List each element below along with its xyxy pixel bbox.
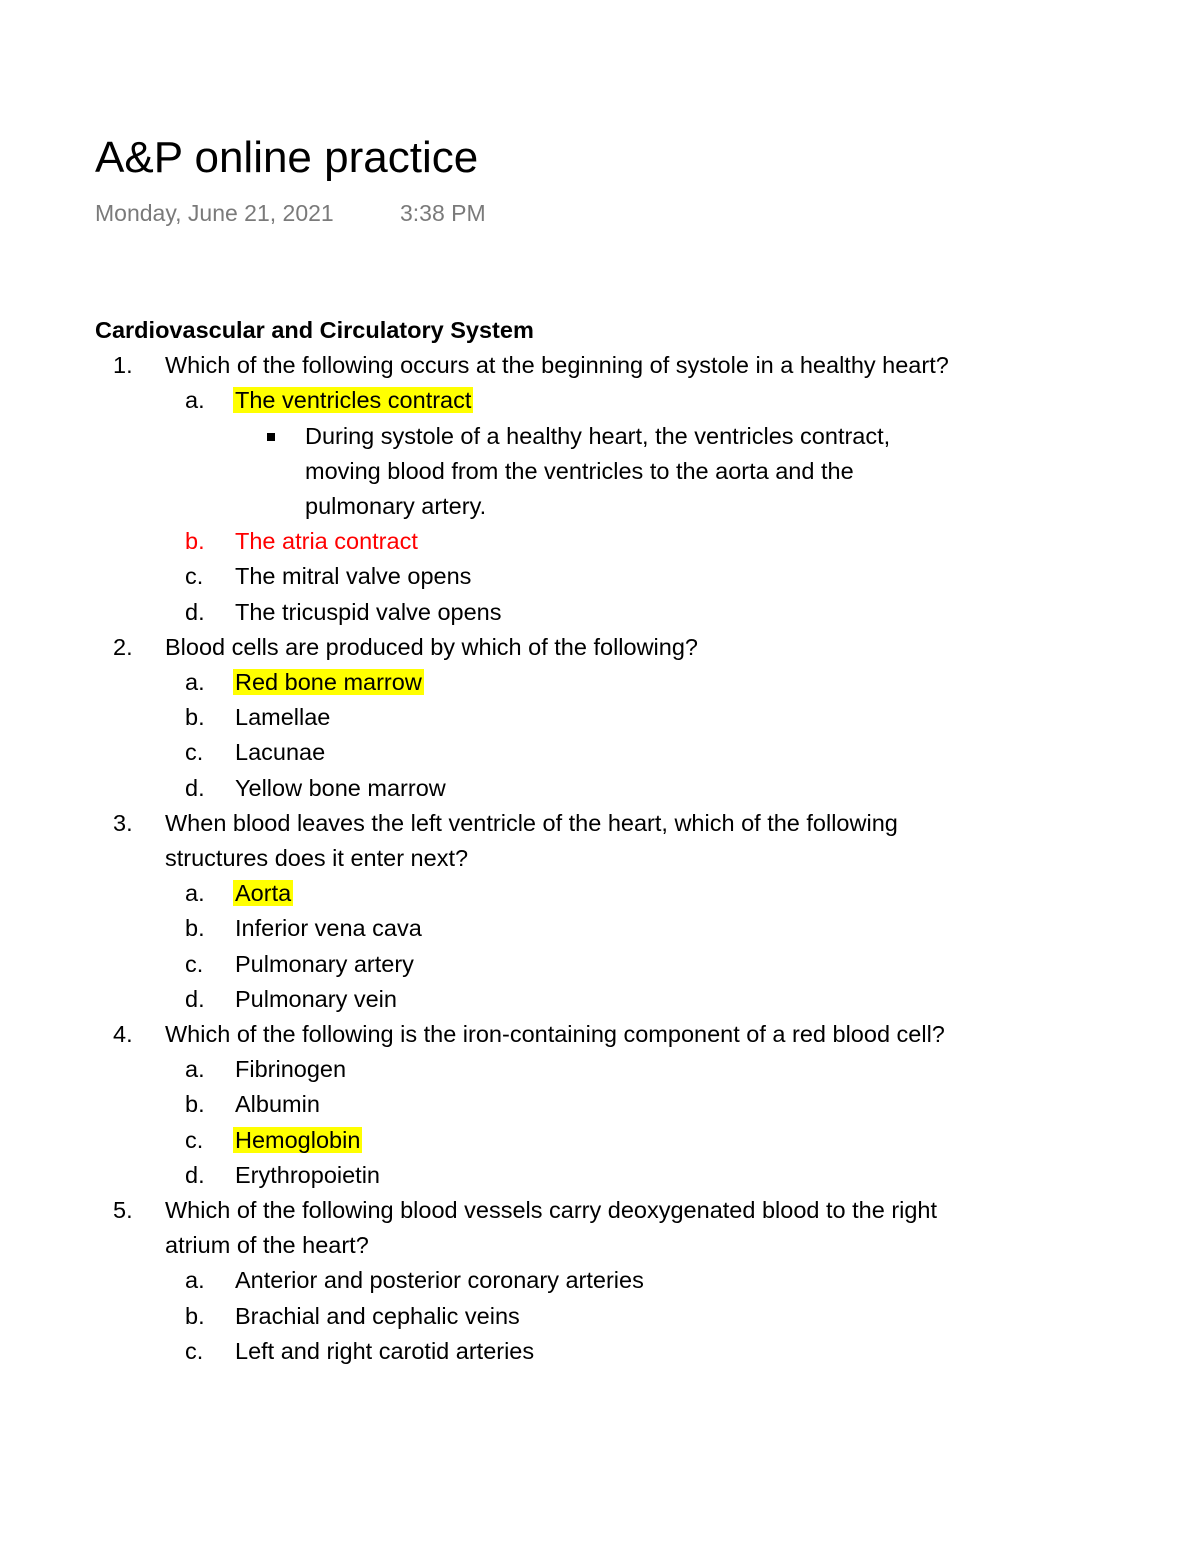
question-2 — [95, 630, 975, 806]
option-letter: a. — [185, 669, 205, 696]
option-a — [165, 665, 955, 700]
question-number: 1. — [113, 352, 133, 379]
option-b — [165, 1299, 955, 1334]
option-letter: a. — [185, 880, 205, 907]
option-letter: c. — [185, 739, 204, 766]
question-3 — [95, 806, 975, 1017]
option-b — [165, 1087, 955, 1122]
option-a — [165, 876, 955, 911]
option-letter: a. — [185, 1056, 205, 1083]
question-5 — [95, 1193, 975, 1369]
question-1 — [95, 348, 975, 630]
option-text: Left and right carotid arteries — [235, 1337, 535, 1364]
option-letter: b. — [185, 1302, 205, 1329]
option-d — [165, 982, 955, 1017]
option-text: Brachial and cephalic veins — [235, 1302, 520, 1329]
option-letter: d. — [185, 1161, 205, 1188]
option-letter: b. — [185, 528, 205, 555]
option-text: Pulmonary artery — [235, 950, 414, 977]
option-b — [165, 700, 955, 735]
option-letter: c. — [185, 950, 204, 977]
option-text: Lamellae — [235, 704, 331, 731]
option-text: Erythropoietin — [235, 1161, 380, 1188]
option-c — [165, 1334, 955, 1369]
option-c — [165, 947, 955, 982]
option-d — [165, 771, 955, 806]
correct-answer-highlight: Aorta — [235, 880, 292, 907]
option-letter: a. — [185, 1267, 205, 1294]
question-text: Which of the following blood vessels carry deoxygenated blood to the right atrium of the heart? — [165, 1197, 938, 1259]
square-bullet-icon — [235, 419, 305, 525]
page-title: A&P online practice — [95, 133, 479, 182]
option-letter: c. — [185, 563, 204, 590]
question-4 — [95, 1017, 975, 1193]
option-a — [165, 1052, 955, 1087]
note-date: Monday, June 21, 2021 — [95, 200, 334, 226]
option-b — [165, 524, 955, 559]
question-number: 5. — [113, 1197, 133, 1224]
question-text: Blood cells are produced by which of the following? — [165, 633, 698, 660]
answer-explanation — [235, 419, 955, 525]
option-a — [165, 383, 955, 418]
option-letter: d. — [185, 774, 205, 801]
wrong-answer-text: The atria contract — [235, 528, 418, 555]
option-d — [165, 1158, 955, 1193]
option-letter: c. — [185, 1337, 204, 1364]
option-letter: d. — [185, 985, 205, 1012]
option-a — [165, 1263, 955, 1298]
option-text: The tricuspid valve opens — [235, 598, 502, 625]
question-number: 2. — [113, 633, 133, 660]
section-heading: Cardiovascular and Circulatory System — [95, 317, 534, 343]
correct-answer-highlight: The ventricles contract — [235, 387, 472, 414]
option-b — [165, 911, 955, 946]
note-content — [95, 313, 975, 1369]
note-time: 3:38 PM — [400, 200, 486, 226]
option-c — [165, 1123, 955, 1158]
option-text: Pulmonary vein — [235, 985, 397, 1012]
question-number: 4. — [113, 1021, 133, 1048]
option-text: The mitral valve opens — [235, 563, 472, 590]
question-number: 3. — [113, 809, 133, 836]
option-letter: a. — [185, 387, 205, 414]
option-letter: b. — [185, 915, 205, 942]
option-letter: d. — [185, 598, 205, 625]
correct-answer-highlight: Red bone marrow — [235, 669, 422, 696]
option-letter: c. — [185, 1126, 204, 1153]
option-text: Anterior and posterior coronary arteries — [235, 1267, 644, 1294]
option-letter: b. — [185, 1091, 205, 1118]
option-text: Inferior vena cava — [235, 915, 422, 942]
correct-answer-highlight: Hemoglobin — [235, 1126, 361, 1153]
option-c — [165, 559, 955, 594]
option-text: Albumin — [235, 1091, 320, 1118]
option-text: Fibrinogen — [235, 1056, 347, 1083]
option-letter: b. — [185, 704, 205, 731]
option-d — [165, 595, 955, 630]
option-c — [165, 735, 955, 770]
question-text: Which of the following occurs at the beginning of systole in a healthy heart? — [165, 352, 949, 379]
explanation-text: During systole of a healthy heart, the ventricles contract, moving blood from the ventricles to the aorta and the pulmonary artery. — [305, 422, 891, 519]
question-text: Which of the following is the iron-containing component of a red blood cell? — [165, 1021, 945, 1048]
option-text: Yellow bone marrow — [235, 774, 446, 801]
question-text: When blood leaves the left ventricle of the heart, which of the following structures does it enter next? — [165, 809, 898, 872]
option-text: Lacunae — [235, 739, 326, 766]
